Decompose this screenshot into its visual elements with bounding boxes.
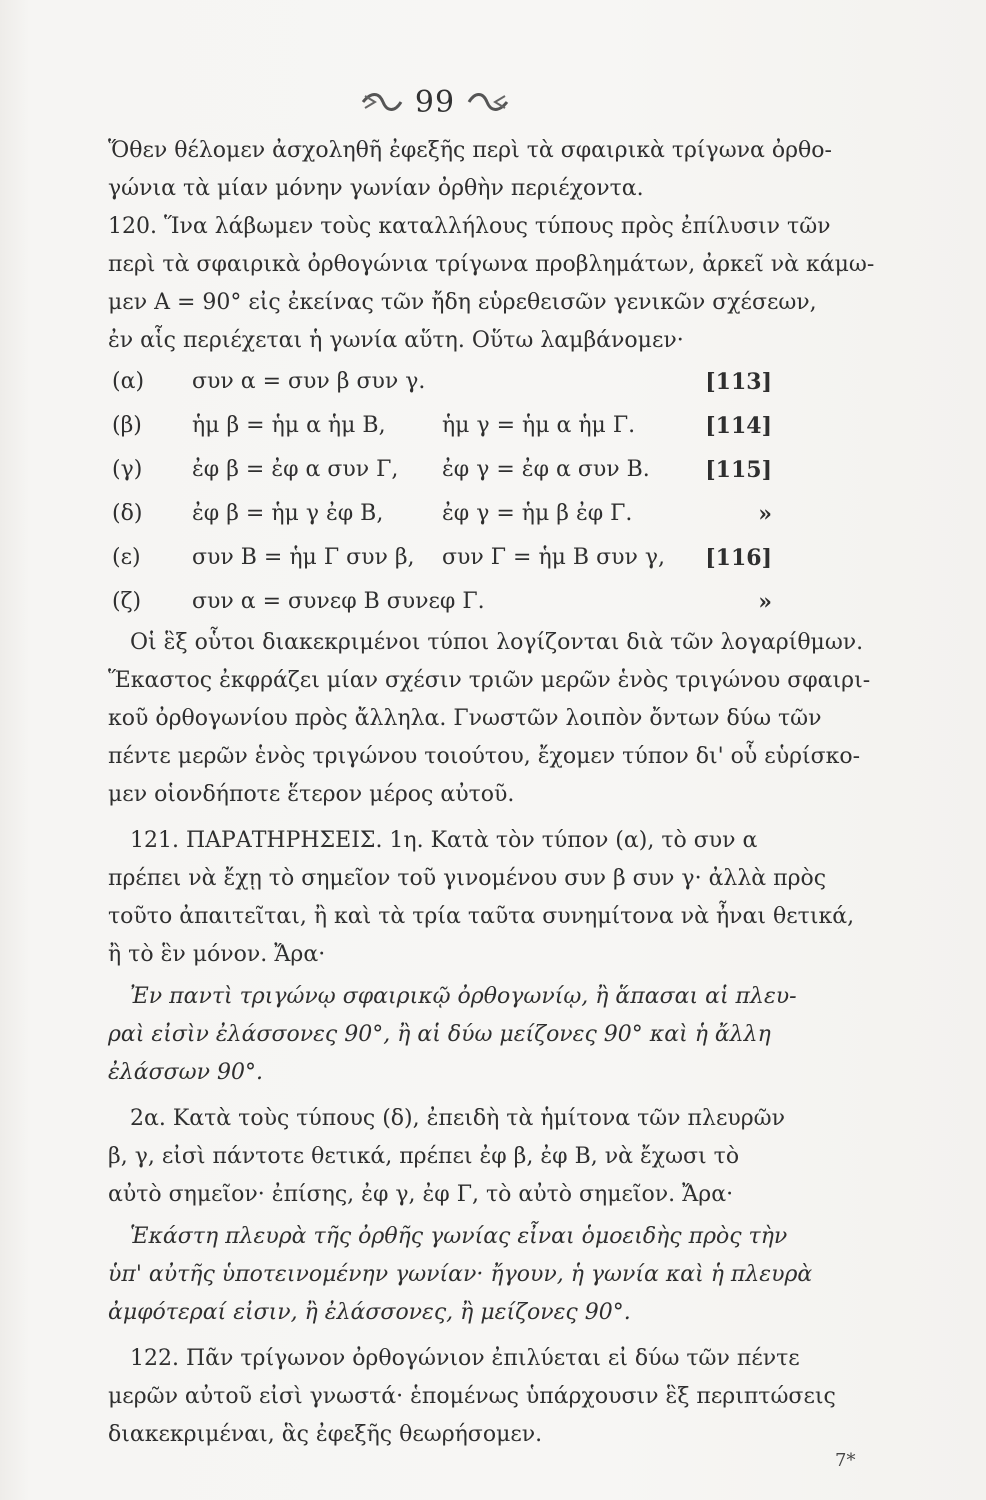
signature-mark: 7* [835, 1450, 856, 1471]
formula-right: συν Γ = ἡμ B συν γ, [442, 545, 665, 570]
formula-right: ἐφ γ = ἡμ β ἐφ Γ. [442, 501, 633, 526]
page-number: 99 [414, 84, 456, 120]
formula-left: ἐφ β = ἡμ γ ἐφ B, [192, 501, 384, 526]
right-ornament-icon [467, 90, 509, 114]
formula-row-zeta [112, 584, 772, 620]
formula-ref: [115] [705, 457, 772, 483]
formula-label: (ε) [112, 545, 141, 570]
formula-ref: » [758, 501, 772, 527]
formula-left: ἡμ β = ἡμ α ἡμ B, [192, 413, 386, 438]
text-line: Ὅθεν θέλομεν ἀσχοληθῆ ἐφεξῆς περὶ τὰ σφαιρικὰ τρίγωνα ὀρθο- [108, 138, 832, 163]
formula-ref: [114] [705, 413, 772, 439]
text-line: κοῦ ὀρθογωνίου πρὸς ἄλληλα. Γνωστῶν λοιπὸν ὄντων δύω τῶν [108, 706, 822, 731]
formula-label: (α) [112, 369, 145, 394]
text-line: πρέπει νὰ ἔχῃ τὸ σημεῖον τοῦ γινομένου συν β συν γ· ἀλλὰ πρὸς [108, 866, 827, 891]
formula-left: συν α = συν β συν γ. [192, 369, 426, 394]
formula-right: ἡμ γ = ἡμ α ἡμ Γ. [442, 413, 636, 438]
formula-left: συν B = ἡμ Γ συν β, [192, 545, 415, 570]
text-line: Οἱ ἓξ οὗτοι διακεκριμένοι τύποι λογίζονται διὰ τῶν λογαρίθμων. [130, 630, 864, 655]
text-line: περὶ τὰ σφαιρικὰ ὀρθογώνια τρίγωνα προβλημάτων, ἀρκεῖ νὰ κάμω- [108, 252, 875, 277]
italic-line: Ἐν παντὶ τριγώνῳ σφαιρικῷ ὀρθογωνίῳ, ἢ ἅπασαι αἱ πλευ- [130, 984, 797, 1009]
formula-row-alpha [112, 364, 772, 400]
italic-line: ἀμφότεραί εἰσιν, ἢ ἐλάσσονες, ἢ μείζονες 90°. [108, 1300, 631, 1325]
formula-right: ἐφ γ = ἐφ α συν B. [442, 457, 650, 482]
formula-label: (ζ) [112, 589, 142, 614]
text-line: 120. Ἵνα λάβωμεν τοὺς καταλλήλους τύπους πρὸς ἐπίλυσιν τῶν [108, 214, 831, 239]
formula-label: (γ) [112, 457, 143, 482]
text-line: μερῶν αὐτοῦ εἰσὶ γνωστά· ἑπομένως ὑπάρχουσιν ἓξ περιπτώσεις [108, 1384, 836, 1409]
formula-left: συν α = συνεφ B συνεφ Γ. [192, 589, 485, 614]
left-ornament-icon [361, 90, 403, 114]
italic-line: Ἑκάστη πλευρὰ τῆς ὀρθῆς γωνίας εἶναι ὁμοειδὴς πρὸς τὴν [130, 1224, 788, 1249]
italic-line: ὑπ' αὐτῆς ὑποτεινομένην γωνίαν· ἤγουν, ἡ γωνία καὶ ἡ πλευρὰ [108, 1262, 813, 1287]
formula-ref: [113] [705, 369, 772, 395]
text-line: μεν A = 90° εἰς ἐκείνας τῶν ἤδη εὑρεθεισῶν γενικῶν σχέσεων, [108, 290, 817, 315]
text-line: μεν οἱονδήποτε ἕτερον μέρος αὐτοῦ. [108, 782, 515, 807]
text-line: 2α. Κατὰ τοὺς τύπους (δ), ἐπειδὴ τὰ ἡμίτονα τῶν πλευρῶν [130, 1106, 785, 1131]
formula-row-delta [112, 496, 772, 532]
page-header [360, 82, 510, 122]
text-line: γώνια τὰ μίαν μόνην γωνίαν ὀρθὴν περιέχοντα. [108, 176, 644, 201]
text-line: αὐτὸ σημεῖον· ἐπίσης, ἐφ γ, ἐφ Γ, τὸ αὐτὸ σημεῖον. Ἄρα· [108, 1182, 734, 1207]
formula-label: (δ) [112, 501, 143, 526]
text-line: ἢ τὸ ἓν μόνον. Ἄρα· [108, 942, 326, 967]
text-line: β, γ, εἰσὶ πάντοτε θετικά, πρέπει ἐφ β, ἐφ B, νὰ ἔχωσι τὸ [108, 1144, 740, 1169]
formula-ref: [116] [705, 545, 772, 571]
text-line: ἐν αἷς περιέχεται ἡ γωνία αὕτη. Οὕτω λαμβάνομεν· [108, 328, 684, 353]
formula-label: (β) [112, 413, 142, 438]
italic-line: ἐλάσσων 90°. [108, 1060, 263, 1085]
text-line: πέντε μερῶν ἑνὸς τριγώνου τοιούτου, ἔχομεν τύπον δι' οὗ εὑρίσκο- [108, 744, 861, 769]
text-line: τοῦτο ἀπαιτεῖται, ἢ καὶ τὰ τρία ταῦτα συνημίτονα νὰ ἦναι θετικά, [108, 904, 855, 929]
formula-row-epsilon [112, 540, 772, 576]
italic-line: ραὶ εἰσὶν ἐλάσσονες 90°, ἢ αἱ δύω μείζονες 90° καὶ ἡ ἄλλη [108, 1022, 771, 1047]
section-line: 121. ΠΑΡΑΤΗΡΗΣΕΙΣ. 1η. Κατὰ τὸν τύπον (α), τὸ συν α [130, 828, 758, 853]
formula-ref: » [758, 589, 772, 615]
section-line: 122. Πᾶν τρίγωνον ὀρθογώνιον ἐπιλύεται εἰ δύω τῶν πέντε [130, 1346, 800, 1371]
formula-left: ἐφ β = ἐφ α συν Γ, [192, 457, 399, 482]
text-line: Ἕκαστος ἐκφράζει μίαν σχέσιν τριῶν μερῶν ἑνὸς τριγώνου σφαιρι- [108, 668, 871, 693]
formula-row-beta [112, 408, 772, 444]
formula-row-gamma [112, 452, 772, 488]
text-line: διακεκριμέναι, ἃς ἐφεξῆς θεωρήσομεν. [108, 1422, 543, 1447]
